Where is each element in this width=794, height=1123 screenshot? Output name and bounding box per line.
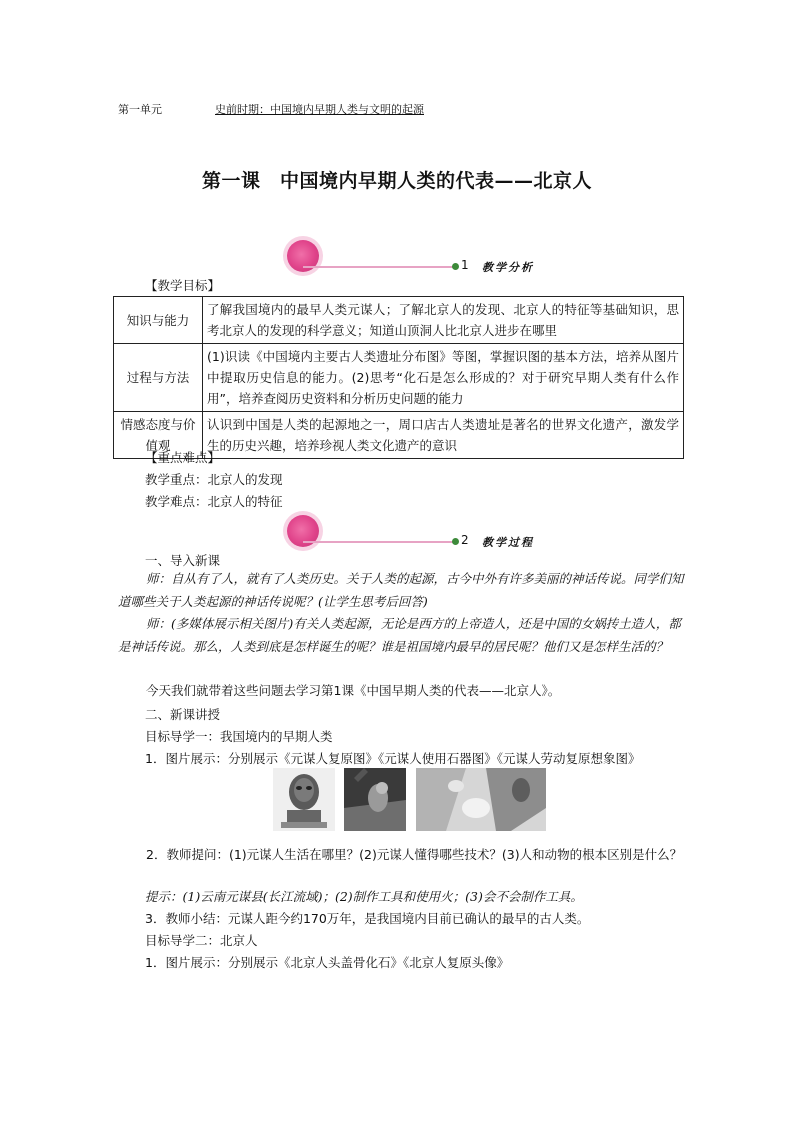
intro-paragraph-3: 今天我们就带着这些问题去学习第1课《中国早期人类的代表——北京人》。 bbox=[146, 683, 561, 698]
section-name: 教学过程 bbox=[482, 536, 534, 549]
section-number: 2 bbox=[461, 533, 469, 547]
section-name: 教学分析 bbox=[482, 261, 534, 274]
divider-line bbox=[303, 266, 455, 268]
new-lesson-heading: 二、新课讲授 bbox=[145, 707, 221, 722]
lesson-title: 第一课 中国境内早期人类的代表——北京人 bbox=[201, 170, 592, 192]
goal1-item-2: 2．教师提问：(1)元谋人生活在哪里？(2)元谋人懂得哪些技术？(3)人和动物的根本区别是什么？ bbox=[146, 847, 683, 862]
goals-heading: 【教学目标】 bbox=[145, 278, 221, 293]
yuanmou-restoration-photo bbox=[273, 768, 335, 831]
intro-heading: 一、导入新课 bbox=[145, 553, 221, 568]
row-label: 过程与方法 bbox=[114, 344, 203, 412]
table-row bbox=[114, 297, 684, 344]
goal1-hint: 提示：(1)云南元谋县(长江流域)；(2)制作工具和使用火；(3)会不会制作工具。 bbox=[145, 889, 583, 904]
yuanmou-stone-tool-photo bbox=[344, 768, 406, 831]
goal1-item-1: 1．图片展示：分别展示《元谋人复原图》《元谋人使用石器图》《元谋人劳动复原想象图》 bbox=[145, 751, 641, 766]
goal2-heading: 目标导学二：北京人 bbox=[145, 933, 258, 948]
row-text: 了解我国境内的最早人类元谋人；了解北京人的发现、北京人的特征等基础知识，思考北京人的发现的科学意义；知道山顶洞人比北京人进步在哪里 bbox=[203, 297, 684, 344]
row-text: 认识到中国是人类的起源地之一，周口店古人类遗址是著名的世界文化遗产，激发学生的历史兴趣，培养珍视人类文化遗产的意识 bbox=[203, 412, 684, 459]
section-number: 1 bbox=[461, 258, 469, 272]
goal2-item-1: 1．图片展示：分别展示《北京人头盖骨化石》《北京人复原头像》 bbox=[145, 955, 510, 970]
unit-label: 第一单元 bbox=[118, 103, 162, 116]
yuanmou-labor-scene-photo bbox=[416, 768, 546, 831]
row-label: 情感态度与价值观 bbox=[114, 412, 203, 459]
goals-table bbox=[113, 296, 684, 459]
row-label: 知识与能力 bbox=[114, 297, 203, 344]
row-text: (1)识读《中国境内主要古人类遗址分布图》等图，掌握识图的基本方法，培养从图片中提取历史信息的能力。(2)思考“化石是怎么形成的？对于研究早期人类有什么作用”，培养查阅历史资料和分析历史问题的能力 bbox=[203, 344, 684, 412]
section-marker-analysis bbox=[287, 240, 547, 280]
table-row bbox=[114, 344, 684, 412]
goal1-item-3: 3．教师小结：元谋人距今约170万年，是我国境内目前已确认的最早的古人类。 bbox=[145, 911, 590, 926]
dot-icon bbox=[452, 263, 459, 270]
unit-topic: 史前时期：中国境内早期人类与文明的起源 bbox=[215, 103, 424, 116]
key-point: 教学重点：北京人的发现 bbox=[145, 472, 283, 487]
intro-paragraph-1: 师：自从有了人，就有了人类历史。关于人类的起源，古今中外有许多美丽的神话传说。同学们知道哪些关于人类起源的神话传说呢？(让学生思考后回答) bbox=[118, 571, 684, 609]
intro-paragraph-2: 师：(多媒体展示相关图片)有关人类起源，无论是西方的上帝造人，还是中国的女娲抟土造人，都是神话传说。那么，人类到底是怎样诞生的呢？谁是祖国境内最早的居民呢？他们又是怎样生活的？ bbox=[118, 616, 681, 654]
section-marker-process bbox=[287, 515, 547, 555]
dot-icon bbox=[452, 538, 459, 545]
difficult-point: 教学难点：北京人的特征 bbox=[145, 494, 283, 509]
key-heading: 【重点难点】 bbox=[145, 450, 221, 465]
goal1-heading: 目标导学一：我国境内的早期人类 bbox=[145, 729, 333, 744]
divider-line bbox=[303, 541, 455, 543]
